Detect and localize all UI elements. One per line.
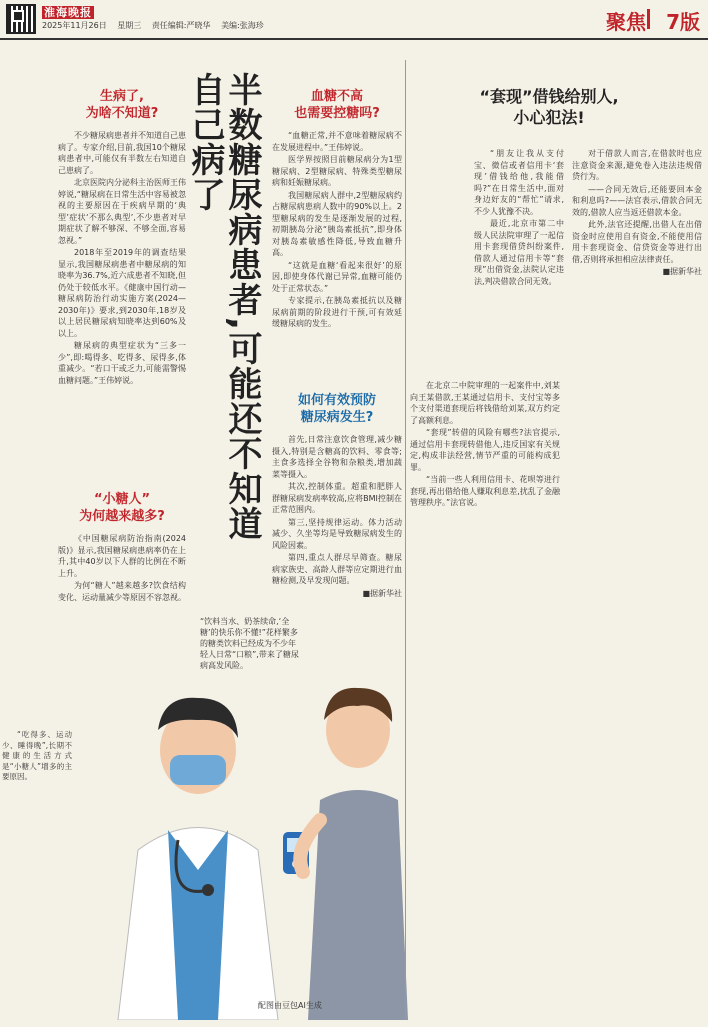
issue-date: 2025年11月26日 [42, 21, 107, 30]
illustration-svg [58, 610, 408, 1020]
weekday: 星期三 [117, 21, 142, 30]
illustration-caption: 配图由豆包AI生成 [258, 1001, 322, 1010]
paragraph: 在北京二中院审理的一起案件中,刘某向王某借款,王某通过信用卡、支付宝等多个支付渠道套现后将钱借给刘某,双方约定了高额利息。 [410, 381, 560, 425]
section-title: 聚焦 [606, 10, 646, 34]
byline: ■据新华社 [362, 588, 402, 598]
paragraph: “套现”转借的风险有哪些?法官提示,通过信用卡套现转借他人,违反国家有关规定,构成非法经营,情节严重的可能构成犯罪。 [410, 428, 560, 472]
paragraph: 最近,北京市第二中级人民法院审理了一起信用卡套现借贷纠纷案件,借款人通过信用卡等“套现”出借资金,法院认定违法,判决借款合同无效。 [474, 219, 564, 286]
paragraph: “朋友让我从支付宝、微信或者信用卡‘套现’借钱给他,我能借吗?”在日常生活中,面对身边好友的“帮忙”请求,不少人犹豫不决。 [474, 149, 564, 216]
right-column-b [410, 380, 560, 1020]
page-divider-bar [647, 9, 650, 29]
paragraph: 第三,坚持规律运动。体力活动减少、久坐等均是导致糖尿病发生的风险因素。 [272, 517, 402, 550]
paragraph: 北京医院内分泌科主治医师王伟婷说,“糖尿病在日常生活中容易被忽视的主要原因在于疾病早期的‘典型’症状‘不那么典型’,不少患者对早期症状了解不够深、不够全面,容易忽视。” [58, 178, 186, 245]
right-article-headline: “套现”借钱给别人, 小心犯法! [479, 87, 619, 127]
paragraph: 首先,日常注意饮食管理,减少糖摄入,特别是含糖高的饮料、零食等;主食多选择全谷物和杂粮类,增加蔬菜等摄入。 [272, 435, 402, 479]
paragraph: 专家提示,在胰岛素抵抗以及糖尿病前期的阶段进行干预,可有效延缓糖尿病的发生。 [272, 296, 402, 328]
paragraph: 糖尿病的典型症状为“三多一少”,即:喝得多、吃得多、尿得多,体重减少。“若口干或乏力,可能需警惕血糖问题。”王伟婷说。 [58, 341, 186, 385]
illustration-quote: “饮料当水、奶茶续命,‘全糖’的快乐你不懂!”花样繁多的糖类饮料已经成为不少年轻人日常“口粮”,带来了糖尿病高发风险。 [200, 617, 299, 670]
middle-column-top [272, 84, 402, 394]
paragraph: 其次,控制体重。超重和肥胖人群糖尿病发病率较高,应将BMI控制在正常范围内。 [272, 482, 402, 514]
main-headline: 半数糖尿病患者,可能还不知道自己病了 [185, 72, 262, 541]
editor: 责任编辑:严晓华 [151, 21, 211, 30]
paragraph: 此外,法官还提醒,出借人在出借资金时应使用自有资金,不能使用信用卡套现资金、信贷资金等进行出借,否则将承担相应法律责任。 [572, 220, 702, 264]
paragraph: 不少糖尿病患者并不知道自己患病了。专家介绍,目前,我国10个糖尿病患者中,可能仅有半数左右知道自己患病了。 [58, 131, 186, 175]
paper-name: 淮海晚报 [44, 6, 92, 19]
byline: ■据新华社 [662, 267, 702, 276]
left-column-middle [58, 487, 186, 607]
paragraph: 我国糖尿病人群中,2型糖尿病约占糖尿病患病人数中的90%以上。2型糖尿病的发生是逐渐发展的过程,初期胰岛分泌“胰岛素抵抗”,即身体对胰岛素敏感性降低,导致血糖升高。 [272, 190, 402, 257]
paragraph: 为何“糖人”越来越多?饮食结构变化、运动量减少等原因不容忽视。 [58, 581, 186, 602]
left-subhead-1: 生病了, 为啥不知道? [85, 89, 159, 121]
paragraph: 2018年至2019年的调查结果显示,我国糖尿病患者中糖尿病的知晓率为36.7%,近六成患者不知晓,但仍处于较低水平。《健康中国行动—糖尿病防治行动实施方案(2024—2030年)》要求,到2030年,18岁及以上居民糖尿病知晓率达到60%及以上。 [58, 248, 186, 338]
left-subhead-2: “小糖人” 为何越来越多? [79, 492, 165, 524]
paragraph: “当前一些人利用信用卡、花呗等进行套现,再出借给他人赚取利息差,扰乱了金融管理秩序。”法官说。 [410, 475, 560, 507]
illustration-doctor-patient [58, 610, 408, 1020]
page-number: 7版 [666, 10, 700, 34]
paragraph: “这就是血糖‘看起来很好’的原因,即使身体代谢已异常,血糖可能仍处于正常状态。” [272, 260, 402, 293]
paragraph: 医学界按照目前糖尿病分为1型糖尿病、2型糖尿病、特殊类型糖尿病和妊娠糖尿病。 [272, 155, 402, 187]
header-rule [0, 38, 708, 40]
header-meta [42, 20, 272, 31]
page-header [0, 0, 708, 40]
doctor-figure [118, 698, 278, 1020]
paragraph: “吃得多、运动少、睡得晚”,长期不健康的生活方式是“小糖人”增多的主要原因。 [2, 730, 72, 781]
middle-subhead-1: 血糖不高 也需要控糖吗? [294, 89, 380, 121]
right-column-c [572, 148, 702, 1018]
designer: 美编:张海珍 [221, 21, 264, 30]
paragraph: “血糖正常,并不意味着糖尿病不在发展进程中。”王伟婷说。 [272, 131, 402, 152]
patient-figure [300, 688, 408, 1020]
middle-subhead-2: 如何有效预防 糖尿病发生? [297, 393, 376, 425]
paragraph: 对于借款人而言,在借款时也应注意资金来源,避免卷入违法违规借贷行为。 [572, 149, 702, 181]
paragraph: 第四,重点人群尽早筛查。糖尿病家族史、高龄人群等应定期进行血糖检测,及早发现问题。 [272, 553, 402, 585]
paragraph: 《中国糖尿病防治指南(2024版)》显示,我国糖尿病患病率仍在上升,其中40岁以下人群的比例在不断上升。 [58, 534, 186, 578]
column-divider [405, 60, 406, 1020]
qr-code-icon [6, 4, 36, 34]
paragraph: ——合同无效后,还能要回本金和利息吗?——法官表示,借款合同无效的,借款人应当返还借款本金。 [572, 184, 702, 217]
